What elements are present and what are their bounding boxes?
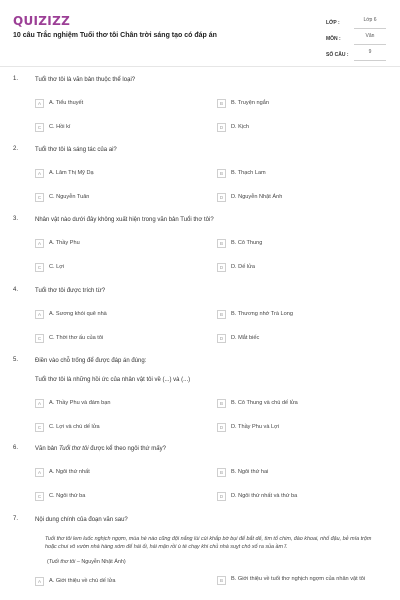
option-c[interactable]: [35, 262, 217, 272]
meta-row-subject: [326, 29, 386, 45]
option-c[interactable]: [35, 422, 217, 432]
question-number: 3.: [13, 216, 19, 222]
meta-label: LỚP :: [326, 20, 340, 26]
meta-value: Lớp 6: [354, 17, 386, 29]
option-letter-box: C: [35, 492, 44, 501]
question-number: 1.: [13, 76, 19, 82]
option-letter-box: C: [35, 263, 44, 272]
option-letter-box: D: [217, 193, 226, 202]
quizizz-logo[interactable]: QUIZIZZ: [13, 14, 71, 28]
option-a[interactable]: [35, 168, 217, 178]
option-letter-box: A: [35, 99, 44, 108]
worksheet-header: [0, 0, 400, 64]
option-d[interactable]: [217, 262, 399, 272]
passage-source: (Tuổi thơ tôi – Nguyễn Nhật Ánh): [47, 559, 126, 565]
option-text: C. Nguyễn Tuân: [49, 194, 90, 200]
option-text: C. Ngôi thứ ba: [49, 493, 86, 499]
option-a[interactable]: [35, 576, 217, 586]
option-text: D. Dế lửa: [231, 264, 255, 270]
question-text: Nhân vật nào dưới đây không xuất hiện trong văn bản Tuổi thơ tôi?: [35, 217, 214, 223]
option-d[interactable]: [217, 122, 399, 132]
option-letter-box: B: [217, 239, 226, 248]
option-b[interactable]: [217, 398, 399, 408]
option-d[interactable]: [217, 491, 399, 501]
meta-value: 9: [354, 49, 386, 61]
work-title: Tuổi thơ tôi: [59, 446, 89, 452]
option-text: B. Cô Thung và chú dế lửa: [231, 400, 298, 406]
meta-row-class: [326, 13, 386, 29]
answer-options: [35, 309, 387, 343]
answer-options: [35, 398, 387, 432]
question-text: Điền vào chỗ trống để được đáp án đúng:: [35, 358, 147, 364]
option-d[interactable]: [217, 192, 399, 202]
question-text: Tuổi thơ tôi được trích từ?: [35, 288, 106, 294]
option-letter-box: B: [217, 576, 226, 585]
option-text: D. Ngôi thứ nhất và thứ ba: [231, 493, 298, 499]
option-text: C. Lợi và chú dế lửa: [49, 424, 100, 430]
question-number: 6.: [13, 445, 19, 451]
question-text: Tuổi thơ tôi là văn bản thuộc thể loại?: [35, 77, 136, 83]
option-b[interactable]: [217, 467, 399, 477]
question-text: [35, 445, 387, 454]
option-c[interactable]: [35, 333, 217, 343]
option-letter-box: C: [35, 334, 44, 343]
option-a[interactable]: [35, 98, 217, 108]
question-4: [13, 287, 387, 357]
question-number: 7.: [13, 516, 19, 522]
option-letter-box: B: [217, 468, 226, 477]
question-list: [0, 76, 400, 586]
question-text: Nội dung chính của đoạn văn sau?: [35, 517, 128, 523]
option-letter-box: C: [35, 193, 44, 202]
header-divider: [0, 66, 400, 67]
question-3: [13, 216, 387, 287]
option-d[interactable]: [217, 333, 399, 343]
answer-options: [35, 168, 387, 202]
option-text: C. Hồi kí: [49, 124, 71, 130]
option-a[interactable]: [35, 398, 217, 408]
option-letter-box: C: [35, 423, 44, 432]
answer-options: [35, 576, 387, 586]
source-author: – Nguyễn Nhật Ánh: [76, 559, 124, 565]
option-letter-box: A: [35, 169, 44, 178]
option-text: B. Ngôi thứ hai: [231, 469, 269, 475]
option-a[interactable]: [35, 309, 217, 319]
meta-label: MÔN :: [326, 36, 341, 42]
question-text-part: được kể theo ngôi thứ mấy?: [88, 446, 166, 452]
question-2: [13, 146, 387, 216]
question-number: 4.: [13, 287, 19, 293]
option-b[interactable]: [217, 98, 399, 108]
question-7: [13, 516, 387, 586]
question-5: [13, 357, 387, 445]
worksheet-meta: [326, 13, 386, 61]
option-text: A. Tiểu thuyết: [49, 100, 84, 106]
option-text: A. Ngôi thứ nhất: [49, 469, 90, 475]
meta-label: SỐ CÂU :: [326, 52, 349, 58]
option-a[interactable]: [35, 238, 217, 248]
source-title: Tuổi thơ tôi: [48, 559, 76, 565]
option-b[interactable]: [217, 309, 399, 319]
option-text: B. Cô Thung: [231, 240, 263, 246]
option-letter-box: D: [217, 492, 226, 501]
option-letter-box: D: [217, 423, 226, 432]
question-subtext: Tuổi thơ tôi là những hồi ức của nhân vật tôi về (...) và (...): [35, 377, 191, 383]
option-c[interactable]: [35, 122, 217, 132]
option-text: D. Kịch: [231, 124, 250, 130]
answer-options: [35, 467, 387, 501]
option-b[interactable]: [217, 576, 399, 586]
option-c[interactable]: [35, 491, 217, 501]
option-text: C. Thời thơ ấu của tôi: [49, 335, 104, 341]
option-letter-box: A: [35, 310, 44, 319]
option-d[interactable]: [217, 422, 399, 432]
answer-options: [35, 238, 387, 272]
option-text: B. Thạch Lam: [231, 170, 266, 176]
option-letter-box: A: [35, 399, 44, 408]
reading-passage: Tuổi thơ tôi lem luốc nghịch ngợm, mùa hè nào cũng đội nắng lùi cùi khắp bờ bụi để bắt dế, tìm tổ chim, đào khoai, nhổ đậu, bẻ mía trộm hoặc chui vô vườn nhà hàng xóm để hái ổi, hái mận rồi ù té chạy khi chủ nhà suỵt chó xổ ra sủa ầm ĩ.: [45, 536, 372, 550]
option-a[interactable]: [35, 467, 217, 477]
option-c[interactable]: [35, 192, 217, 202]
question-6: [13, 445, 387, 516]
meta-row-count: [326, 45, 386, 61]
question-1: [13, 76, 387, 146]
question-text: Tuổi thơ tôi là sáng tác của ai?: [35, 147, 117, 153]
option-text: D. Nguyễn Nhật Ánh: [231, 194, 283, 200]
option-text: C. Lợi: [49, 264, 65, 270]
option-text: D. Mắt biếc: [231, 335, 260, 341]
option-letter-box: B: [217, 99, 226, 108]
option-text: A. Lâm Thị Mỹ Dạ: [49, 170, 94, 176]
option-text: A. Thầy Phu: [49, 240, 80, 246]
question-number: 2.: [13, 146, 19, 152]
question-number: 5.: [13, 357, 19, 363]
option-text: A. Thầy Phu và đám bạn: [49, 400, 111, 406]
option-letter-box: D: [217, 123, 226, 132]
option-letter-box: C: [35, 123, 44, 132]
option-letter-box: A: [35, 468, 44, 477]
question-text-part: Văn bản: [35, 446, 60, 452]
option-b[interactable]: [217, 238, 399, 248]
option-letter-box: B: [217, 310, 226, 319]
option-text: A. Giới thiệu về chú dế lửa: [49, 578, 116, 584]
option-b[interactable]: [217, 168, 399, 178]
option-letter-box: D: [217, 334, 226, 343]
option-text: D. Thầy Phu và Lợi: [231, 424, 280, 430]
option-letter-box: B: [217, 399, 226, 408]
meta-value: Văn: [354, 33, 386, 45]
option-text: B. Giới thiệu về tuổi thơ nghịch ngợm của nhân vật tôi: [231, 576, 366, 582]
option-letter-box: A: [35, 239, 44, 248]
option-letter-box: A: [35, 577, 44, 586]
option-letter-box: B: [217, 169, 226, 178]
answer-options: [35, 98, 387, 132]
option-letter-box: D: [217, 263, 226, 272]
option-text: A. Sương khói quê nhà: [49, 311, 107, 317]
option-text: B. Thương nhớ Trà Long: [231, 311, 293, 317]
worksheet-title: 10 câu Trắc nghiệm Tuổi thơ tôi Chân trời sáng tạo có đáp án: [13, 32, 217, 39]
option-text: B. Truyện ngắn: [231, 100, 269, 106]
